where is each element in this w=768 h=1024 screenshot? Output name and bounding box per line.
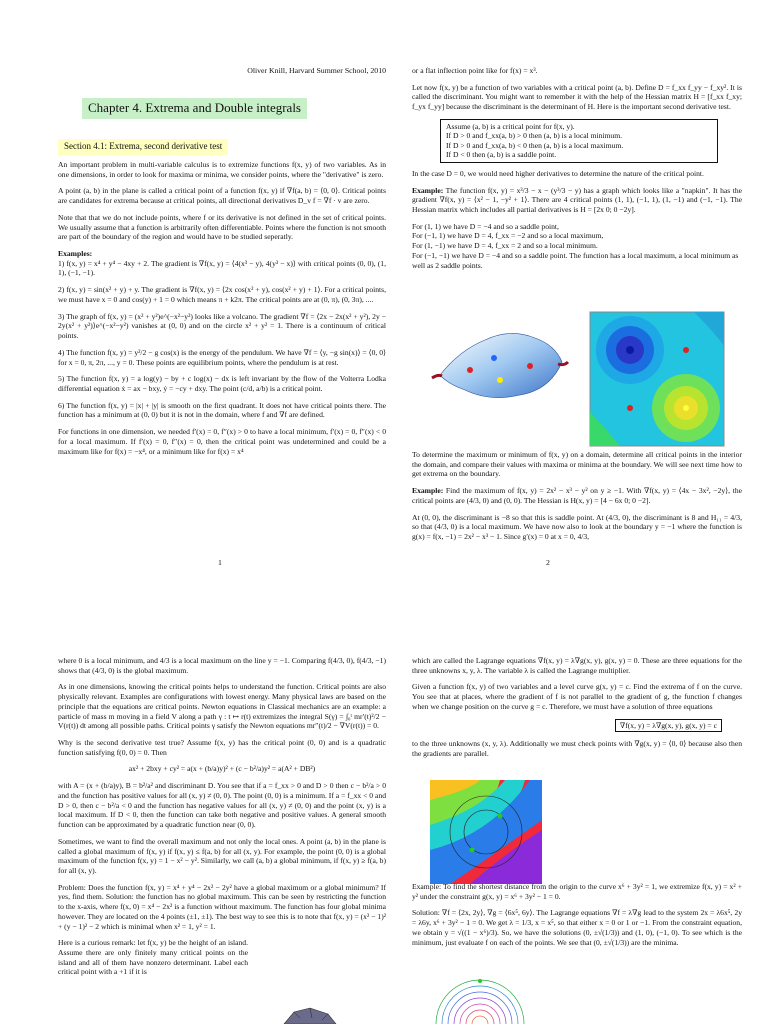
page-3-body xyxy=(58,656,386,984)
boundary-example: Find the maximum of f(x, y) = 2x² − x³ − y² on y ≥ −1. With ∇f(x, y) = ⟨4x − 3x², −2y⟩, the critical points are (4/3, 0) and (0, 0). The Hessian is H(x, y) = [4 − 6x 0; 0 −2]. xyxy=(412,486,742,505)
example-label: Example: xyxy=(412,185,444,195)
island-figure xyxy=(280,1004,340,1024)
example-3: 3) The graph of f(x, y) = (x² + y²)e^(−x²−y²) looks like a volcano. The gradient ∇f = ⟨2x − 2x(x² + y²), 2y − 2y(x² + y²)⟩e^(−x²−y²) vanishes at (0, 0) and on the circle x² + y² = 1. There is a continuum of critical points. xyxy=(58,311,386,341)
page-2-lower xyxy=(412,450,742,549)
intro-paragraph: An important problem in multi-variable calculus is to extremize functions f(x, y) of two variables. As in one dimensions, in order to look for maxima or minima, we consider points, where the "derivative" is zero. xyxy=(58,160,386,179)
proof-paragraph: with A = (x + (b/a)y), B = b²/a² and discriminant D. You see that if a = f_xx > 0 and D > 0 then c − b²/a > 0 and the function has positive values for all (x, y) ≠ (0, 0). The point (0, 0) is a minimum. If a = f_xx < 0 and D > 0, then c − b²/a < 0 and the function has negative values for all (x, y) ≠ (0, 0) and the point (x, y) is a local maximum. If D < 0, then the function can take both negative and positive values. A general smooth function can be approximated by a quadratic function near (0, 0). xyxy=(58,781,386,830)
section-title: Section 4.1: Extrema, second derivative test xyxy=(58,139,228,155)
example-label: Example: xyxy=(412,486,444,496)
discriminant-paragraph: Let now f(x, y) be a function of two variables with a critical point (a, b). Define D = f_xx f_yy − f_xy². It is called the discriminant. You might want to remember it with the help of the Hessian matrix H = [f_xx f_xy; f_yx f_yy] because the discriminant is the determinant of H. Here is the important second derivative test. xyxy=(412,82,742,112)
test-line: If D > 0 and f_xx(a, b) > 0 then (a, b) is a local minimum. xyxy=(446,131,623,141)
constraint-curve-figure xyxy=(430,976,530,1024)
page-number: 2 xyxy=(546,558,550,567)
one-dimension-paragraph: For functions in one dimension, we needed f′(x) = 0, f″(x) > 0 to have a local minimum, f′(x) = 0, f″(x) < 0 for a local maximum. If f′(x) = 0, f″(x) = 0, then the critical point was undetermined and could be a maximum like for f(x) = −x⁴, or a minimum like for f(x) = x⁴ xyxy=(58,427,386,456)
test-line: Assume (a, b) is a critical point for f(x, y). xyxy=(446,121,575,131)
critical-point-definition: A point (a, b) in the plane is called a critical point of a function f(x, y) if ∇f(a, b) = ⟨0, 0⟩. Critical points are candidates for extrema because at critical points, all directional derivatives D_v f = ∇f · v are zero. xyxy=(58,186,386,206)
example-1: 1) f(x, y) = x⁴ + y⁴ − 4xy + 2. The gradient is ∇f(x, y) = ⟨4(x³ − y), 4(y³ − x)⟩ with critical points (0, 0), (1, 1), (−1, −1). xyxy=(58,258,386,278)
inflection-text: or a flat inflection point like for f(x) = x³. xyxy=(412,66,538,75)
second-derivative-test-box xyxy=(440,119,718,163)
example-5: 5) The function f(x, y) = a log(y) − by + c log(x) − dx is left invariant by the flow of the Volterra Lodka differential equation ẋ = ax − bxy, ẏ = −cy + dxy. The point (c/d, a/b) is a critical point. xyxy=(58,374,386,393)
page-4-lower xyxy=(412,882,742,954)
boundary-example-continued: At (0, 0), the discriminant is −8 so that this is saddle point. At (4/3, 0), the discriminant is 8 and H₁₁ = 4/3, so that (4/3, 0) is a local maximum. We have now also to look at the boundary y = −1 where the function is g(x) = f(x, −1) = 2x² − x³ − 1. Since g′(x) = 0 at x = 0, 4/3, xyxy=(412,512,742,542)
page-header: Oliver Knill, Harvard Summer School, 2010 xyxy=(247,66,386,75)
page-3 xyxy=(0,600,384,1024)
physics-paragraph: As in one dimensions, knowing the critical points helps to understand the function. Critical points are also physically relevant. Examples are configurations with lowest energy. Many physical laws are based on the principle that the equations are critical points. Newton equations in Classical mechanics are an example: a particle of mass m moving in a field V along a path γ : t ↦ r(t) extremizes the integral S(γ) = ∫₀ᵗ mr′(t)²/2 − V(r(t)) dt among all possible paths. Critical points γ satisfy the Newton equations mr″(t)/2 − ∇V(r(t)) = 0. xyxy=(58,682,386,731)
page-1-body xyxy=(58,160,386,463)
page-4-body xyxy=(412,656,742,766)
why-paragraph: Why is the second derivative test true? Assume f(x, y) has the critical point (0, 0) and is a quadratic function satisfying f(0, 0) = 0. Then xyxy=(58,738,386,757)
problem-paragraph: Problem: Does the function f(x, y) = x⁴ + y⁴ − 2x² − 2y² have a global maximum or a global minimum? If yes, find them. Solution: the function has no global maximum. This can be seen by restricting the function to the x-axis, where f(x, 0) = x⁴ − 2x² is a function without maximum. The function has four global minima however. They are located on the 4 points (±1, ±1). The best way to see this is to note that f(x, y) = (x² − 1)² + (y − 1)² − 2 which is minimal when x² = 1, y² = 1. xyxy=(58,882,386,931)
level-curve-paragraph: Given a function f(x, y) of two variables and a level curve g(x, y) = c. Find the extrema of f on the curve. You see that at places, where the gradient of f is not parallel to the gradient of g, the function f changes when we change position on the curve g = c. Therefore, we must have a solution of three equations xyxy=(412,682,742,711)
chapter-title: Chapter 4. Extrema and Double integrals xyxy=(82,98,307,119)
lagrange-boxed-equation: ∇f(x, y) = λ∇g(x, y), g(x, y) = c xyxy=(615,719,722,733)
napkin-surface-figure xyxy=(430,320,570,410)
page-2-body xyxy=(412,66,742,270)
global-maximum-conclusion: where 0 is a local minimum, and 4/3 is a local maximum on the line y = −1. Comparing f(4/3, 0), f(4/3, −1) shows that (4/3, 0) is the global maximum. xyxy=(58,656,386,675)
page-2 xyxy=(384,0,768,600)
lagrange-contour-figure xyxy=(430,780,542,884)
case-zero-paragraph: In the case D = 0, we would need higher derivatives to determine the nature of the critical point. xyxy=(412,168,704,178)
distance-example: Example: To find the shortest distance from the origin to the curve x⁶ + 3y² = 1, we extremize f(x, y) = x² + y² under the constraint g(x, y) = x⁶ + 3y² − 1 = 0. xyxy=(412,882,742,901)
page-number: 1 xyxy=(218,558,222,567)
island-remark: Here is a curious remark: let f(x, y) be the height of an island. Assume there are only finitely many critical points on the island and all of them have nonzero determinant. Label each critical point with a +1 if it is xyxy=(58,938,248,977)
example-6: 6) The function f(x, y) = |x| + |y| is smooth on the first quadrant. It does not have critical points there. The function has a minimum at (0, 0) but it is not in the domain, where f and ∇f are defined. xyxy=(58,400,386,420)
example-2: 2) f(x, y) = sin(x² + y) + y. The gradient is ∇f(x, y) = ⟨2x cos(x² + y), cos(x² + y) + 1⟩. For a critical points, we must have x = 0 and cos(y) + 1 = 0 which means π + k2π. The critical points are at (0, π), (0, 3π), .... xyxy=(58,285,386,304)
global-extrema-paragraph: Sometimes, we want to find the overall maximum and not only the local ones. A point (a, b) in the plane is called a global maximum of f(x, y) if f(x, y) ≤ f(a, b) for all (x, y). For example, the point (0, 0) is a global maximum of the function f(x, y) = 1 − x² − y². Similarly, we call (a, b) a global minimum, if f(x, y) ≥ f(a, b) for all (x, y). xyxy=(58,836,386,875)
critical-point-result: For (−1, −1) we have D = −4 and so a saddle point. The function has a local maximum, a local minimum as well as 2 saddle points. xyxy=(412,250,739,270)
critical-point-result: For (1, 1) we have D = −4 and so a saddle point, xyxy=(412,221,559,231)
critical-point-result: For (−1, 1) we have D = 4, f_xx = −2 and so a local maximum, xyxy=(412,231,604,241)
test-line: If D > 0 and f_xx(a, b) < 0 then (a, b) is a local maximum. xyxy=(446,140,624,150)
page-1 xyxy=(0,0,386,567)
domain-paragraph: To determine the maximum or minimum of f(x, y) on a domain, determine all critical points in the interior the domain, and compare their values with maxima or minima at the boundary. We will see next time how to get extrema on the boundary. xyxy=(412,450,742,479)
critical-point-result: For (1, −1) we have D = 4, f_xx = 2 and so a local minimum. xyxy=(412,241,598,251)
examples-label: Examples: xyxy=(58,249,93,259)
test-line: If D < 0 then (a, b) is a saddle point. xyxy=(446,150,557,160)
napkin-contour-figure xyxy=(590,312,724,446)
example-4: 4) The function f(x, y) = y²/2 − g cos(x) is the energy of the pendulum. We have ∇f = ⟨y, −g sin(x)⟩ = ⟨0, 0⟩ for x = 0, π, 2π, ..., y = 0. These points are equilibrium points, where the pendulum is at rest. xyxy=(58,347,386,367)
napkin-example: The function f(x, y) = x³/3 − x − (y³/3 − y) has a graph which looks like a "napkin". It has the gradient ∇f(x, y) = ⟨x² − 1, −y² + 1⟩. There are 4 critical points (1, 1), (−1, 1), (1, −1) and (−1, −1). The Hessian matrix which includes all partial derivatives is H = [2x 0; 0 −2y]. xyxy=(412,185,742,214)
quadratic-equation: ax² + 2bxy + cy² = a(x + (b/a)y)² + (c − b²/a)y² = a(A² + DB²) xyxy=(128,764,316,774)
lagrange-equations-paragraph: which are called the Lagrange equations ∇f(x, y) = λ∇g(x, y), g(x, y) = 0. These are three equations for the three unknowns x, y, λ. The variable λ is called the Lagrange multiplier. xyxy=(412,656,742,675)
page-4 xyxy=(384,600,768,1024)
gradient-check-paragraph: to the three unknowns (x, y, λ). Additionally we must check points with ∇g(x, y) = ⟨0, 0⟩ because also then the gradients are parallel. xyxy=(412,739,742,759)
distance-solution: Solution: ∇f = ⟨2x, 2y⟩, ∇g = ⟨6x⁵, 6y⟩. The Lagrange equations ∇f = λ∇g lead to the system 2x = λ6x⁵, 2y = λ6y, x⁶ + 3y² − 1 = 0. We get λ = 1/3, x = x⁵, so that either x = 0 or 1 or −1. From the constraint equation, we obtain y = √((1 − x⁶)/3). So, we have the solutions (0, ±√(1/3)) and (1, 0), (−1, 0). To see which is the minimum, just evaluate f on each of the points. We see that (0, ±√(1/3)) are the minima. xyxy=(412,908,742,947)
note-paragraph: Note that that we do not include points, where f or its derivative is not defined in the set of critical points. We usually assume that a function is arbitrarily often differentiable. Points where the function is not smooth are part of the boundary of the region and would have to be studied seperatly. xyxy=(58,212,386,242)
